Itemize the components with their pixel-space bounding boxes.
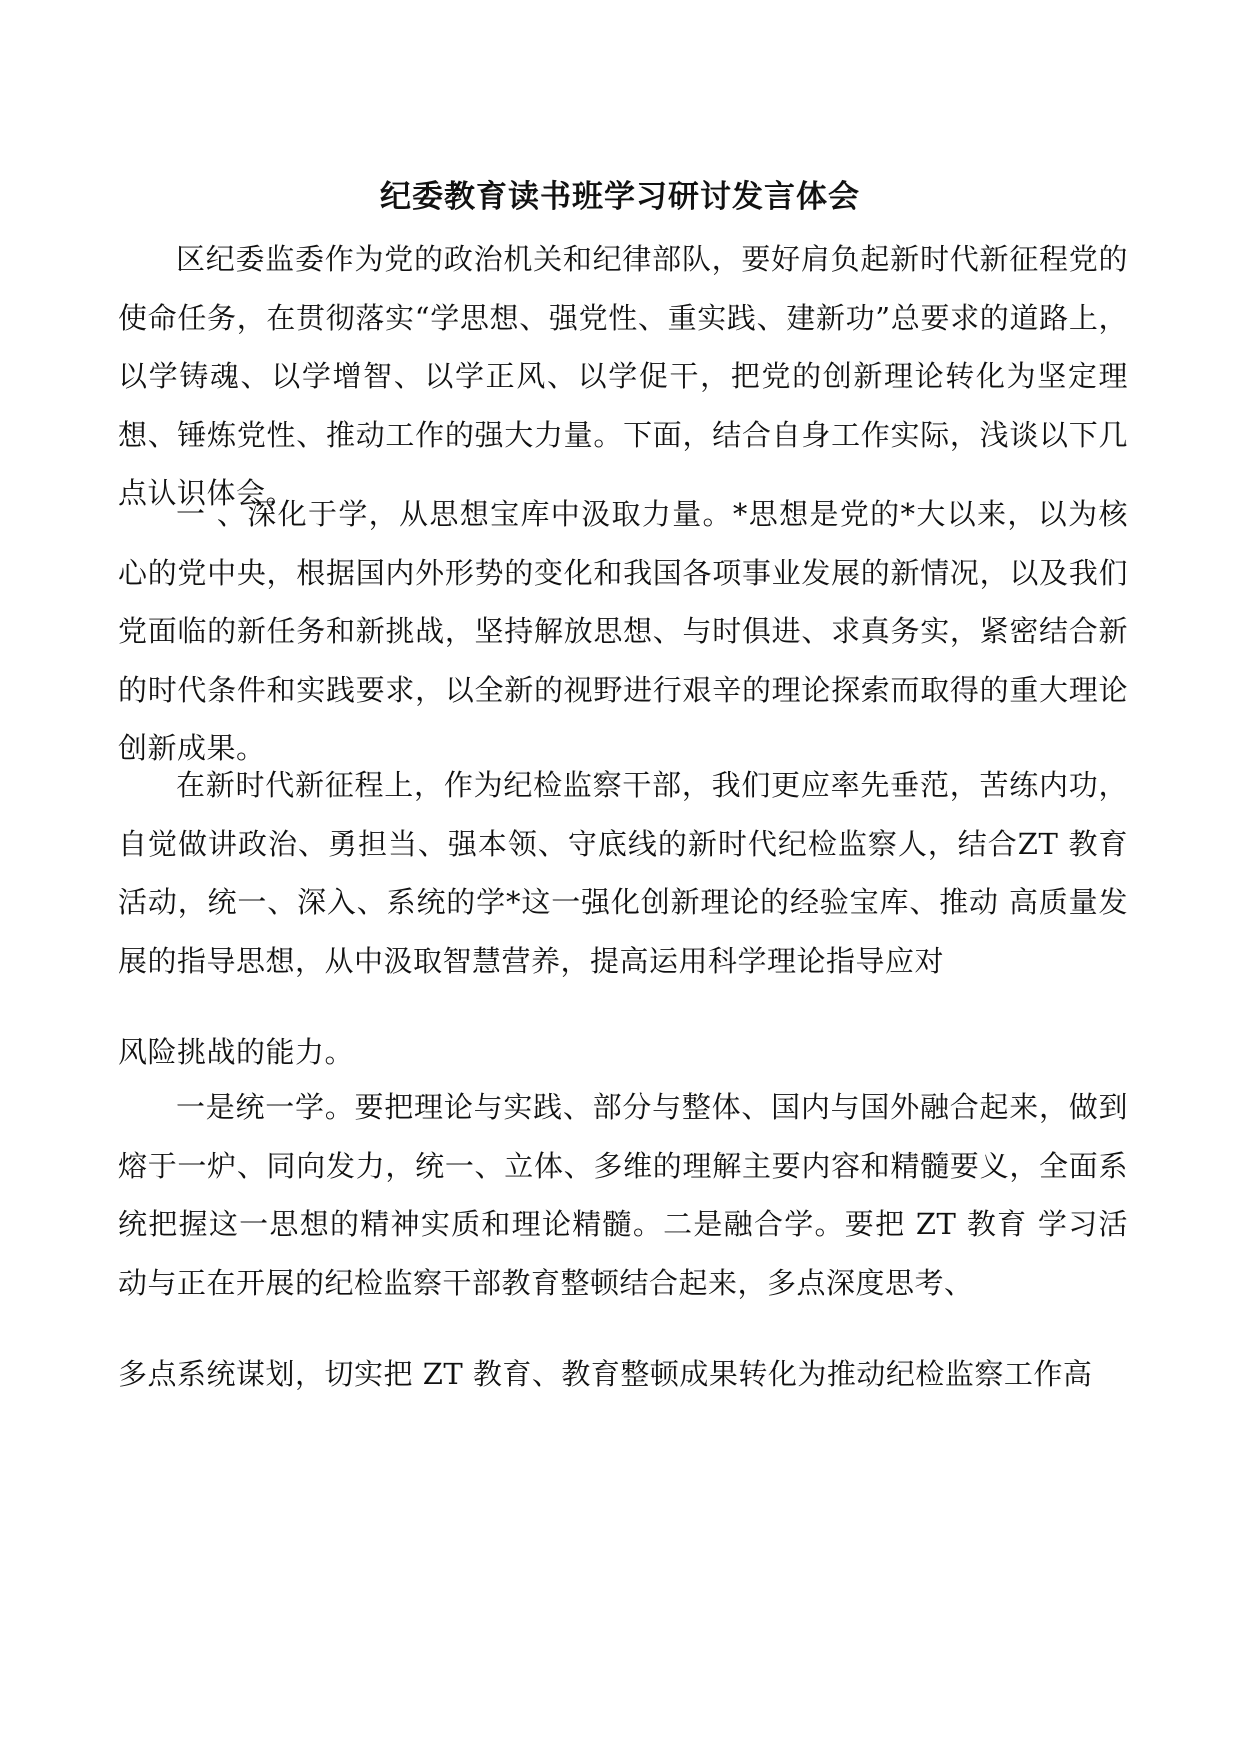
paragraph-new-era: 在新时代新征程上，作为纪检监察干部，我们更应率先垂范，苦练内功，自觉做讲政治、勇担当、强本领、守底线的新时代纪检监察人，结合ZT 教育活动，统一、深入、系统的学*这一强化创新理论的经验宝库、推动 高质量发展的指导思想，从中汲取智慧营养，提高运用科学理论指导应对	[118, 768, 1128, 978]
paragraph-intro: 区纪委监委作为党的政治机关和纪律部队，要好肩负起新时代新征程党的使命任务，在贯彻落实“学思想、强党性、重实践、建新功”总要求的道路上，以学铸魂、以学增智、以学正风、以学促干，把党的创新理论转化为坚定理想、锤炼党性、推动工作的强大力量。下面，结合自身工作实际，浅谈以下几点认识体会。	[118, 242, 1128, 510]
paragraph-new-era-continued: 风险挑战的能力。	[118, 1035, 355, 1069]
paragraph-unified-study: 一是统一学。要把理论与实践、部分与整体、国内与国外融合起来，做到熔于一炉、同向发力，统一、立体、多维的理解主要内容和精髓要义，全面系统把握这一思想的精神实质和理论精髓。二是融合学。要把 ZT 教育 学习活动与正在开展的纪检监察干部教育整顿结合起来，多点深度思考、	[118, 1090, 1128, 1300]
paragraph-section-one: 一 、深化于学，从思想宝库中汲取力量。*思想是党的*大以来，以为核心的党中央，根据国内外形势的变化和我国各项事业发展的新情况，以及我们党面临的新任务和新挑战，坚持解放思想、与时俱进、求真务实，紧密结合新的时代条件和实践要求，以全新的视野进行艰辛的理论探索而取得的重大理论创新成果。	[118, 497, 1128, 765]
document-title: 纪委教育读书班学习研讨发言体会	[380, 179, 860, 215]
paragraph-unified-study-continued: 多点系统谋划，切实把 ZT 教育、教育整顿成果转化为推动纪检监察工作高	[118, 1357, 1093, 1391]
